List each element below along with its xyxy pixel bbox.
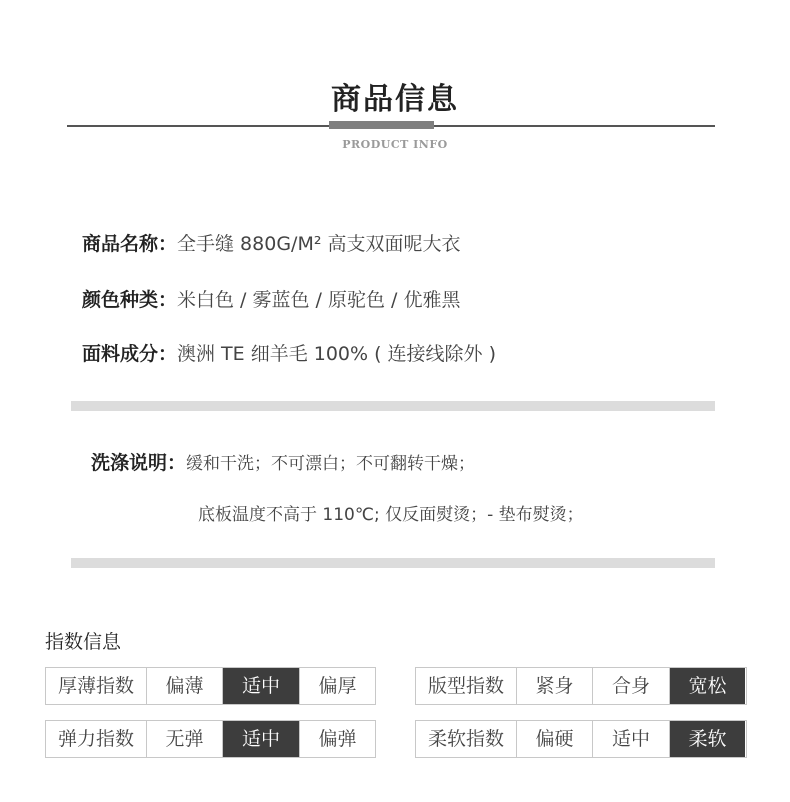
index-option: 偏厚 [299,668,375,704]
index-option: 偏薄 [146,668,222,704]
washing-row [91,448,475,475]
info-value: 米白色 / 雾蓝色 / 原驼色 / 优雅黑 [177,289,461,311]
washing-label: 洗涤说明： [91,452,187,474]
index-option: 适中 [222,721,299,757]
page-title: 商品信息 [331,82,459,117]
index-table-thickness [45,667,376,705]
index-option: 宽松 [669,668,745,704]
info-row-fabric [82,339,496,366]
index-table-fit [415,667,747,705]
section-separator [71,401,715,411]
info-value: 澳洲 TE 细羊毛 100% ( 连接线除外 ) [177,343,497,365]
index-option: 柔软 [669,721,745,757]
index-option: 偏硬 [516,721,592,757]
info-row-colors [82,285,460,312]
index-option: 适中 [592,721,669,757]
info-value: 全手缝 880G/M² 高支双面呢大衣 [177,233,461,255]
index-heading: 指数信息 [45,631,122,653]
index-name: 厚薄指数 [46,668,146,704]
info-row-product-name [82,229,461,256]
index-option: 偏弹 [299,721,375,757]
index-option: 紧身 [516,668,592,704]
index-option: 适中 [222,668,299,704]
info-label: 面料成分： [82,343,178,365]
index-option: 合身 [592,668,669,704]
index-option: 无弹 [146,721,222,757]
page-subtitle: PRODUCT INFO [342,138,448,151]
title-accent-bar [329,121,434,129]
index-table-elasticity [45,720,376,758]
info-label: 商品名称： [82,233,178,255]
index-table-softness [415,720,747,758]
info-label: 颜色种类： [82,289,178,311]
section-separator [71,558,715,568]
washing-line-2: 底板温度不高于 110℃; 仅反面熨烫；- 垫布熨烫； [198,505,584,525]
index-name: 柔软指数 [416,721,516,757]
index-name: 弹力指数 [46,721,146,757]
washing-line-1: 缓和干洗；不可漂白；不可翻转干燥； [186,454,476,474]
index-name: 版型指数 [416,668,516,704]
